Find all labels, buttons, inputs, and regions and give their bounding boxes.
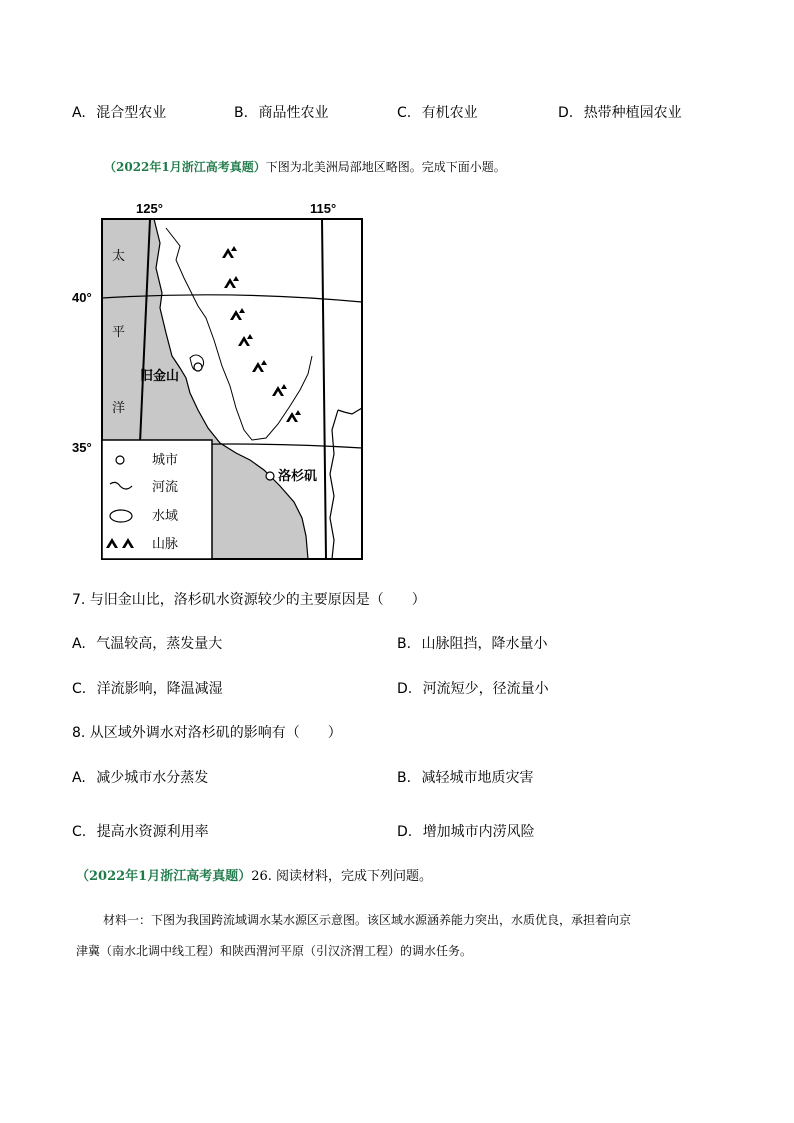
- q8-option-d: [397, 823, 535, 841]
- option-letter: D.: [558, 105, 574, 121]
- lon-label-125: 125°: [136, 201, 163, 216]
- option-letter: D.: [397, 824, 413, 840]
- q7-option-b: [397, 635, 548, 653]
- city-label-san-francisco: 旧金山: [140, 369, 180, 384]
- material-1-line-1: 材料一：下图为我国跨流域调水某水源区示意图。该区域水源涵养能力突出，水质优良，承担着向京: [103, 913, 632, 927]
- option-text: 提高水资源利用率: [96, 824, 209, 840]
- option-letter: A.: [72, 105, 86, 121]
- north-america-map: [68, 198, 368, 564]
- ocean-char: 太: [112, 249, 126, 264]
- lat-label-35: 35°: [72, 440, 92, 455]
- option-text: 洋流影响，降温减湿: [96, 681, 223, 697]
- intro-1: [104, 159, 506, 175]
- q6-option-d: [558, 104, 682, 122]
- option-letter: B.: [397, 770, 412, 786]
- q7-option-a: [72, 635, 222, 653]
- option-text: 有机农业: [421, 105, 478, 121]
- q7-option-c: [72, 680, 223, 698]
- ocean-char: 平: [112, 325, 126, 340]
- legend-label-city: 城市: [152, 453, 179, 468]
- q8-stem: 8. 从区域外调水对洛杉矶的影响有（ ）: [72, 725, 342, 741]
- q6-option-c: [397, 104, 478, 122]
- material-1-line-2: 津冀（南水北调中线工程）和陕西渭河平原（引汉济渭工程）的调水任务。: [76, 944, 473, 958]
- legend-label-mountain: 山脉: [152, 537, 179, 552]
- option-text: 热带种植园农业: [583, 105, 682, 121]
- intro-text: 下图为北美洲局部地区略图。完成下面小题。: [265, 160, 506, 174]
- option-text: 增加城市内涝风险: [422, 824, 535, 840]
- q7-stem: 7. 与旧金山比，洛杉矶水资源较少的主要原因是（ ）: [72, 592, 426, 608]
- q8-option-b: [397, 769, 534, 787]
- q8-option-c: [72, 823, 209, 841]
- city-icon: [116, 456, 124, 464]
- option-letter: A.: [72, 636, 86, 652]
- q7-option-d: [397, 680, 549, 698]
- lat-label-40: 40°: [72, 290, 92, 305]
- option-text: 河流短少，径流量小: [422, 681, 549, 697]
- option-letter: C.: [72, 824, 87, 840]
- ocean-char: 洋: [112, 401, 126, 416]
- source-tag: （2022年1月浙江高考真题）: [76, 869, 252, 884]
- option-letter: B.: [397, 636, 412, 652]
- option-letter: B.: [234, 105, 249, 121]
- city-los-angeles: [266, 472, 274, 480]
- option-letter: C.: [72, 681, 87, 697]
- lon-label-115: 115°: [310, 201, 337, 216]
- legend-label-river: 河流: [152, 480, 179, 495]
- option-text: 混合型农业: [96, 105, 167, 121]
- q6-option-a: [72, 104, 166, 122]
- legend-label-water: 水域: [152, 509, 179, 524]
- option-text: 气温较高，蒸发量大: [96, 636, 223, 652]
- option-letter: D.: [397, 681, 413, 697]
- option-text: 减轻城市地质灾害: [421, 770, 534, 786]
- intro-2: [76, 869, 432, 885]
- option-text: 山脉阻挡，降水量小: [421, 636, 548, 652]
- option-text: 商品性农业: [258, 105, 329, 121]
- q8-option-a: [72, 769, 208, 787]
- option-text: 减少城市水分蒸发: [96, 770, 209, 786]
- q6-option-b: [234, 104, 329, 122]
- option-letter: C.: [397, 105, 412, 121]
- city-label-los-angeles: 洛杉矶: [278, 469, 318, 484]
- intro-text: 26. 阅读材料，完成下列问题。: [251, 869, 433, 884]
- source-tag: （2022年1月浙江高考真题）: [104, 160, 266, 174]
- city-san-francisco: [194, 363, 202, 371]
- option-letter: A.: [72, 770, 86, 786]
